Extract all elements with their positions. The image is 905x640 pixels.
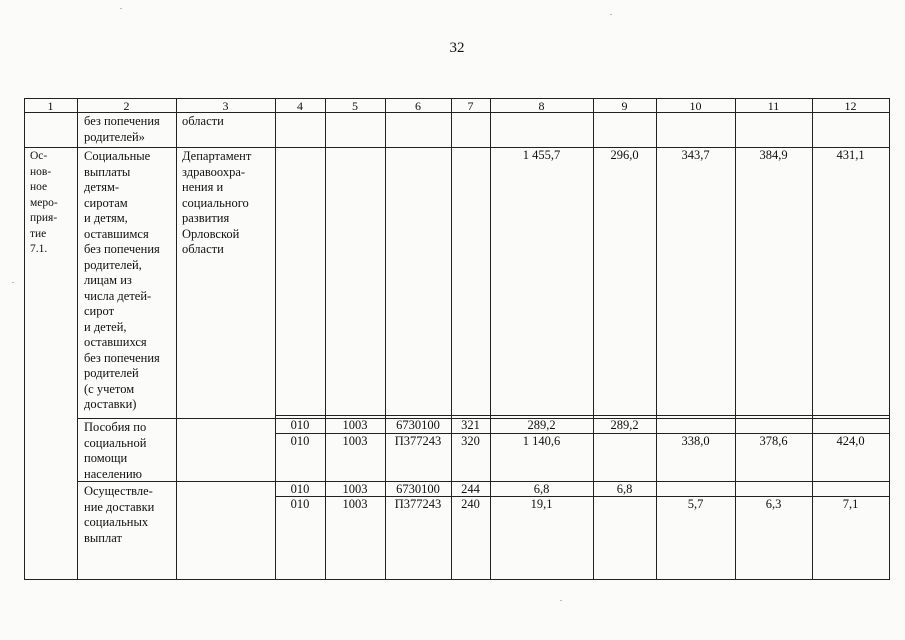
table-cell: 19,1 (530, 497, 553, 511)
measure-total-col8: 1 455,7 (522, 148, 561, 162)
table-cell: 1003 (342, 434, 368, 448)
table-border-bottom (24, 579, 890, 580)
column-header: 12 (844, 99, 857, 113)
scan-speck (120, 8, 122, 9)
measure-executor: Департамент здравоохра- нения и социального развития Орловской области (182, 149, 252, 256)
column-header: 9 (621, 99, 628, 113)
scan-speck (610, 14, 612, 15)
table-cell: 1003 (342, 482, 368, 496)
table-cell: 6,3 (765, 497, 782, 511)
table-cell: П377243 (394, 434, 442, 448)
measure-total-col10: 343,7 (681, 148, 710, 162)
table-cell: 1003 (342, 418, 368, 432)
table-cell: 6,8 (533, 482, 550, 496)
column-header: 1 (47, 99, 54, 113)
table-cell: 6,8 (616, 482, 633, 496)
table-cell: 244 (461, 482, 480, 496)
col-divider (176, 98, 177, 580)
column-header: 10 (689, 99, 702, 113)
column-header: 6 (415, 99, 421, 113)
measure-total-col12: 431,1 (836, 148, 865, 162)
table-cell: 7,1 (842, 497, 859, 511)
table-cell: 1003 (342, 497, 368, 511)
scan-speck (12, 282, 14, 283)
table-cell: 6730100 (396, 418, 440, 432)
continuation-col3: области (182, 114, 224, 128)
continuation-col2: без попечения родителей» (84, 114, 160, 144)
col-divider (77, 98, 78, 580)
table-cell: 424,0 (836, 434, 865, 448)
table-cell: 010 (290, 482, 310, 496)
table-border-left (24, 98, 25, 580)
col-divider (593, 98, 594, 580)
table-cell: 320 (461, 434, 480, 448)
column-header: 11 (767, 99, 780, 113)
measure-total-col11: 384,9 (759, 148, 788, 162)
budget-table (24, 98, 890, 580)
page-number: 32 (449, 40, 465, 56)
column-header: 3 (222, 99, 229, 113)
column-header: 7 (467, 99, 474, 113)
column-header: 2 (123, 99, 130, 113)
column-header: 4 (297, 99, 303, 113)
table-cell: 010 (290, 497, 310, 511)
measure-number: Ос- нов- ное меро- прия- тие 7.1. (30, 150, 58, 255)
measure-row-rule (275, 415, 890, 416)
measure-total-col9: 296,0 (610, 148, 639, 162)
measure-name: Социальные выплаты детям- сиротам и детям, оставшимся без попечения родителей, лицам из числа детей- сирот и детей, оставшихся без попечения родителей (с учетом доставки) (84, 149, 160, 411)
table-cell: 321 (461, 418, 480, 432)
benefits-label: Пособия по социальной помощи населению (84, 420, 147, 481)
table-cell: 1 140,6 (522, 434, 561, 448)
table-cell: 010 (290, 418, 310, 432)
table-cell: 289,2 (610, 418, 639, 432)
table-cell: П377243 (394, 497, 442, 511)
column-header: 8 (538, 99, 545, 113)
scan-speck (560, 600, 562, 601)
table-cell: 6730100 (396, 482, 440, 496)
table-cell: 378,6 (759, 434, 788, 448)
column-header: 5 (352, 99, 358, 113)
table-cell: 240 (461, 497, 480, 511)
delivery-label: Осуществле- ние доставки социальных выплат (84, 484, 155, 545)
table-cell: 5,7 (687, 497, 704, 511)
table-cell: 010 (290, 434, 310, 448)
table-cell: 289,2 (527, 418, 556, 432)
table-border-right (889, 98, 890, 580)
table-cell: 338,0 (681, 434, 710, 448)
